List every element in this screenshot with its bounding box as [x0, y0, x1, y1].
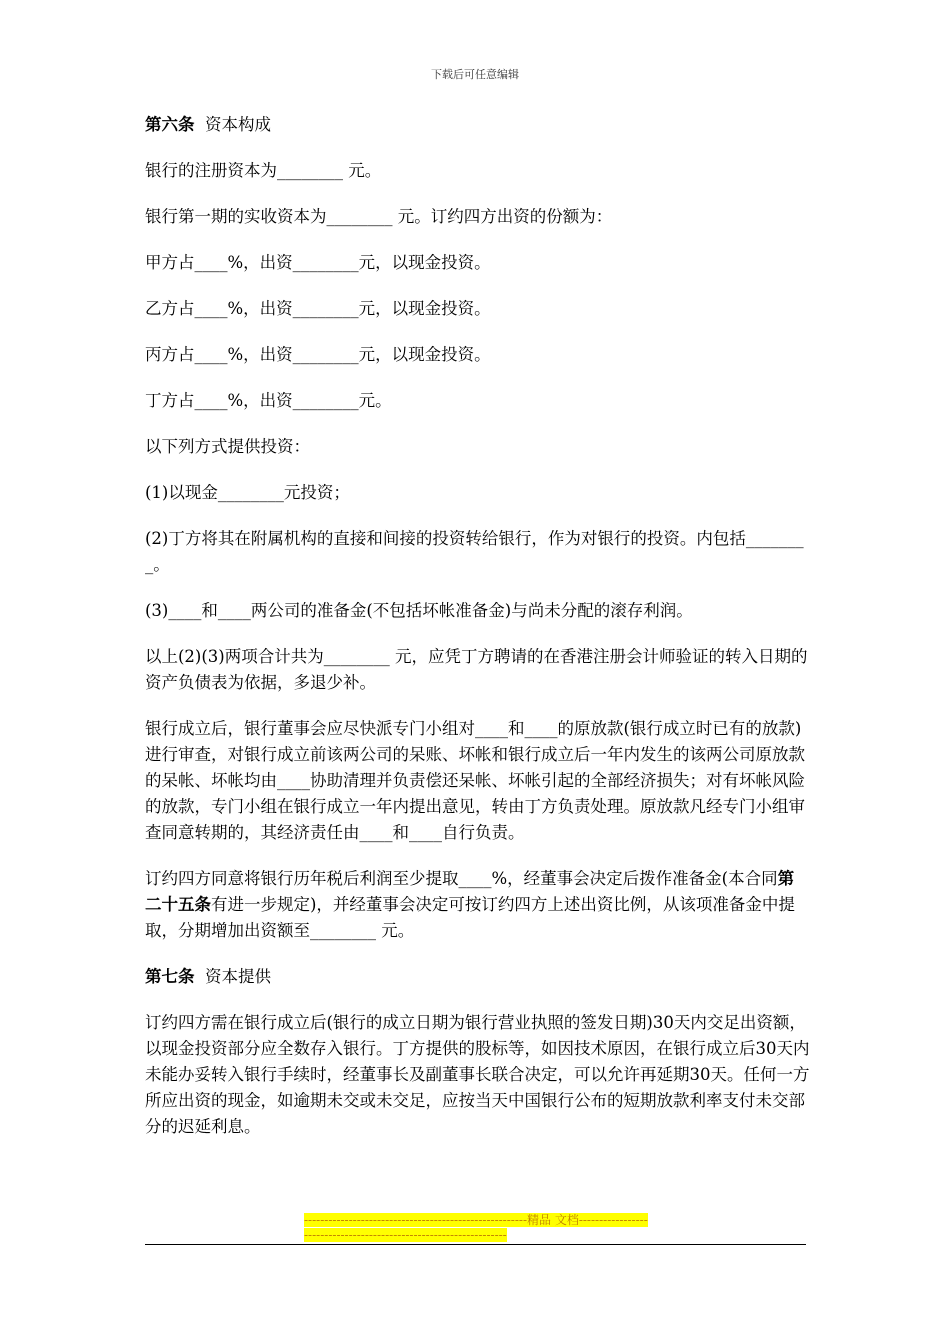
article-6-heading — [145, 112, 810, 138]
footer-divider — [145, 1244, 806, 1245]
footer-watermark-text: -------------------------------------------------------精品 文档------------------------------------------------------------------- — [304, 1213, 648, 1242]
page-header: 下载后可任意编辑 — [431, 68, 519, 81]
investment-methods-paragraph: 以下列方式提供投资： — [145, 437, 310, 456]
reserve-fund-text-a: 订约四方同意将银行历年税后利润至少提取____%，经董事会决定后拨作准备金(本合同 — [145, 869, 778, 888]
method-2-paragraph: (2)丁方将其在附属机构的直接和间接的投资转给银行，作为对银行的投资。内包括________。 — [145, 529, 804, 574]
combined-total-paragraph: 以上(2)(3)两项合计共为________ 元，应凭丁方聘请的在香港注册会计师验证的转入日期的资产负债表为依据，多退少补。 — [145, 647, 808, 692]
party-c-share-paragraph: 丙方占____%，出资________元，以现金投资。 — [145, 345, 491, 364]
loan-review-paragraph: 银行成立后，银行董事会应尽快派专门小组对____和____的原放款(银行成立时已有的放款)进行审查，对银行成立前该两公司的呆账、坏帐和银行成立后一年内发生的该两公司原放款的呆帐、坏帐均由____协助清理并负责偿还呆帐、坏帐引起的全部经济损失；对有坏帐风险的放款，专门小组在银行成立一年内提出意见，转由丁方负责处理。原放款凡经专门小组审查同意转期的，其经济责任由____和____自行负责。 — [145, 719, 805, 842]
registered-capital-paragraph: 银行的注册资本为________ 元。 — [145, 161, 382, 180]
method-1-paragraph: (1)以现金________元投资； — [145, 483, 350, 502]
document-body — [145, 112, 810, 1160]
reserve-fund-text-b: 有进一步规定)，并经董事会决定可按订约四方上述出资比例，从该项准备金中提取，分期增加出资额至________ 元。 — [145, 895, 795, 940]
party-a-share-paragraph: 甲方占____%，出资________元，以现金投资。 — [145, 253, 491, 272]
paid-in-capital-paragraph: 银行第一期的实收资本为________ 元。订约四方出资的份额为： — [145, 207, 613, 226]
party-d-share-paragraph: 丁方占____%，出资________元。 — [145, 391, 392, 410]
party-b-share-paragraph: 乙方占____%，出资________元，以现金投资。 — [145, 299, 491, 318]
article-7-title: 资本提供 — [194, 967, 271, 986]
article-6-title: 资本构成 — [194, 115, 271, 134]
footer-watermark — [304, 1213, 648, 1243]
article-25-reference: 第二十五条 — [145, 869, 795, 914]
article-7-heading — [145, 964, 810, 990]
method-3-paragraph: (3)____和____两公司的准备金(不包括坏帐准备金)与尚未分配的滚存利润。 — [145, 601, 693, 620]
capital-provision-paragraph: 订约四方需在银行成立后(银行的成立日期为银行营业执照的签发日期)30天内交足出资额，以现金投资部分应全数存入银行。丁方提供的股标等，如因技术原因，在银行成立后30天内未能办妥转入银行手续时，经董事长及副董事长联合决定，可以允许再延期30天。任何一方所应出资的现金，如逾期未交或未交足，应按当天中国银行公布的短期放款利率支付未交部分的迟延利息。 — [145, 1013, 810, 1136]
article-6-number: 第六条 — [145, 115, 195, 134]
reserve-fund-paragraph — [145, 866, 810, 944]
article-7-number: 第七条 — [145, 967, 195, 986]
